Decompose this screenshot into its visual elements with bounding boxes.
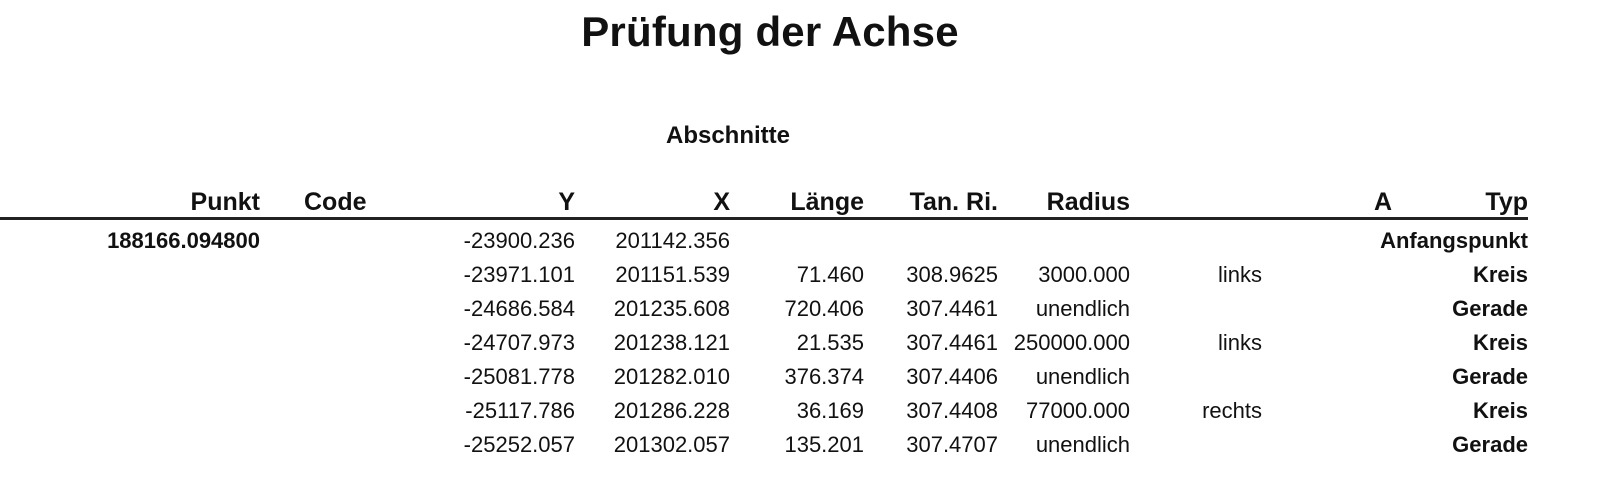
cell-laenge: 71.460 bbox=[796, 262, 864, 287]
cell-tan-ri: 307.4406 bbox=[906, 364, 998, 389]
cell-punkt: 188166.094800 bbox=[107, 228, 260, 253]
header-code: Code bbox=[304, 188, 367, 216]
cell-y: -24707.973 bbox=[463, 330, 575, 355]
cell-richtung: links bbox=[1217, 262, 1262, 287]
cell-y: -25081.778 bbox=[463, 364, 575, 389]
header-laenge: Länge bbox=[790, 188, 864, 216]
cell-laenge: 376.374 bbox=[784, 364, 864, 389]
header-tan-ri: Tan. Ri. bbox=[909, 188, 998, 216]
cell-tan-ri: 307.4461 bbox=[906, 296, 998, 321]
page-title: Prüfung der Achse bbox=[581, 8, 959, 55]
header-divider bbox=[0, 217, 1528, 220]
cell-x: 201282.010 bbox=[613, 364, 730, 389]
cell-richtung: rechts bbox=[1202, 398, 1262, 423]
cell-laenge: 36.169 bbox=[796, 398, 864, 423]
cell-y: -25252.057 bbox=[463, 432, 575, 457]
cell-radius: unendlich bbox=[1035, 432, 1130, 457]
cell-x: 201286.228 bbox=[613, 398, 730, 423]
cell-typ: Kreis bbox=[1472, 330, 1528, 355]
cell-radius: unendlich bbox=[1035, 296, 1130, 321]
cell-typ: Gerade bbox=[1452, 432, 1528, 457]
header-punkt: Punkt bbox=[190, 188, 260, 216]
header-typ: Typ bbox=[1485, 188, 1528, 216]
header-radius: Radius bbox=[1046, 188, 1130, 216]
cell-radius: 3000.000 bbox=[1038, 262, 1130, 287]
cell-x: 201235.608 bbox=[613, 296, 730, 321]
cell-tan-ri: 308.9625 bbox=[906, 262, 998, 287]
cell-typ: Kreis bbox=[1472, 398, 1528, 423]
cell-y: -25117.786 bbox=[465, 398, 575, 423]
cell-typ: Gerade bbox=[1452, 364, 1528, 389]
cell-radius: unendlich bbox=[1035, 364, 1130, 389]
cell-richtung: links bbox=[1217, 330, 1262, 355]
section-title: Abschnitte bbox=[665, 122, 790, 149]
cell-typ: Anfangspunkt bbox=[1380, 228, 1528, 253]
cell-x: 201238.121 bbox=[613, 330, 730, 355]
header-a: A bbox=[1373, 188, 1392, 216]
cell-x: 201302.057 bbox=[613, 432, 730, 457]
header-x: X bbox=[713, 188, 730, 216]
cell-typ: Gerade bbox=[1452, 296, 1528, 321]
header-y: Y bbox=[558, 188, 575, 216]
cell-laenge: 135.201 bbox=[784, 432, 864, 457]
cell-radius: 77000.000 bbox=[1026, 398, 1130, 423]
cell-y: -23900.236 bbox=[463, 228, 575, 253]
cell-laenge: 21.535 bbox=[796, 330, 864, 355]
cell-radius: 250000.000 bbox=[1013, 330, 1130, 355]
cell-tan-ri: 307.4707 bbox=[906, 432, 998, 457]
cell-y: -24686.584 bbox=[463, 296, 575, 321]
cell-x: 201151.539 bbox=[615, 262, 730, 287]
cell-x: 201142.356 bbox=[615, 228, 730, 253]
cell-tan-ri: 307.4461 bbox=[906, 330, 998, 355]
cell-typ: Kreis bbox=[1472, 262, 1528, 287]
cell-tan-ri: 307.4408 bbox=[906, 398, 998, 423]
cell-y: -23971.101 bbox=[463, 262, 575, 287]
cell-laenge: 720.406 bbox=[784, 296, 864, 321]
